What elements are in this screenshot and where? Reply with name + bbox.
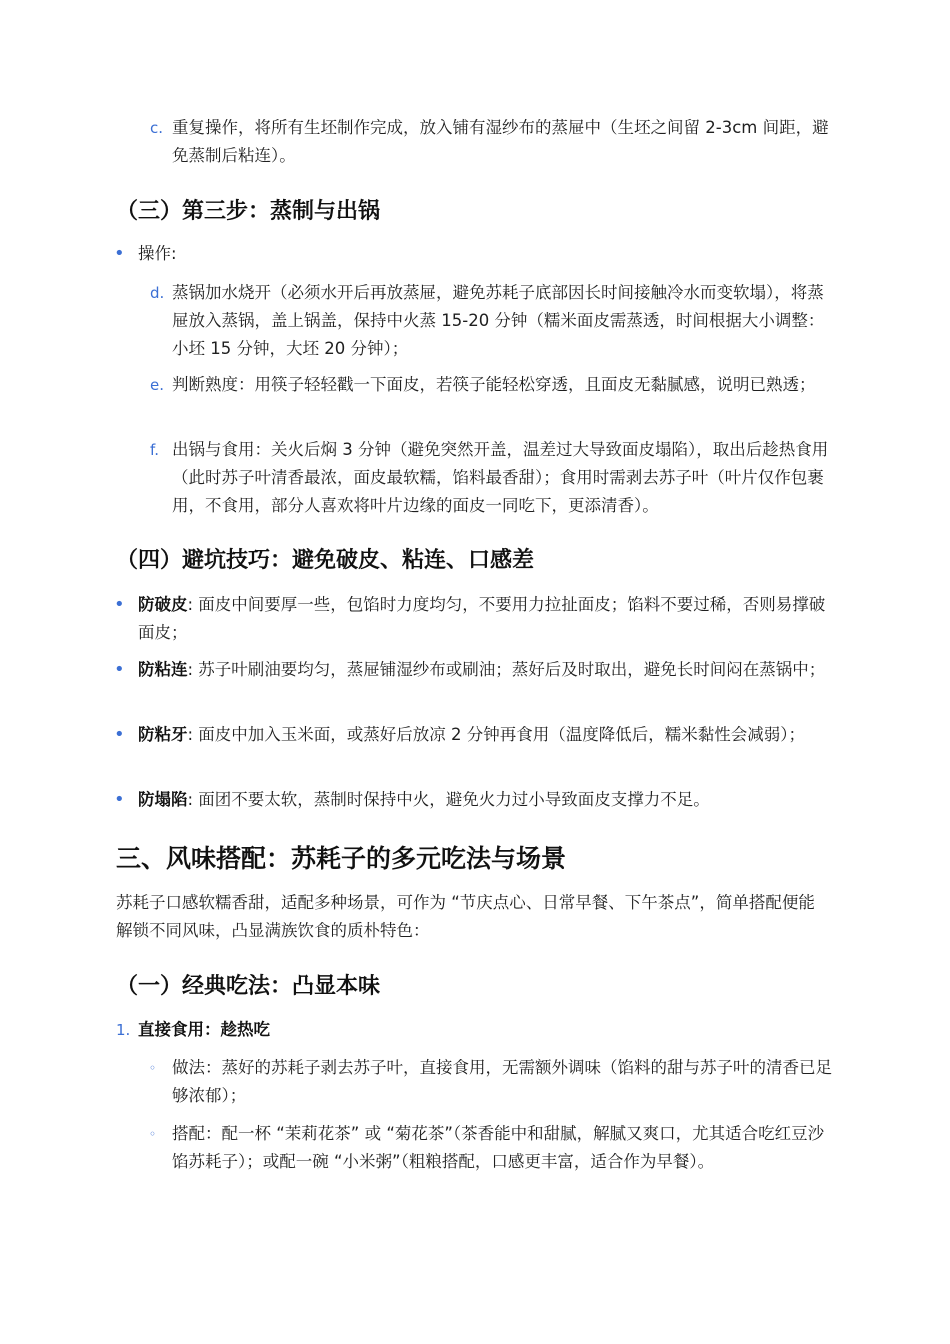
step3-item-f-text: 出锅与食用：关火后焖 3 分钟（避免突然开盖，温差过大导致面皮塌陷），取出后趁热食用（此时苏子叶清香最浓，面皮最软糯，馅料最香甜）；食用时需剥去苏子叶（叶片仅作包裹用，不食用，部分人喜欢将叶片边缘的面皮一同吃下，更添清香）。 bbox=[172, 440, 829, 515]
step4-item-2-text: : 苏子叶刷油要均匀，蒸屉铺湿纱布或刷油；蒸好后及时取出，避免长时间闷在蒸锅中； bbox=[187, 660, 826, 679]
sub1-item1-label-text: 直接食用：趁热吃 bbox=[138, 1020, 270, 1039]
bullet-dot: • bbox=[114, 789, 125, 810]
list-marker-f: f. bbox=[150, 441, 159, 459]
step4-item-4-label: 防塌陷 bbox=[138, 790, 188, 809]
step4-item-1 bbox=[138, 591, 830, 647]
bullet-dot: • bbox=[114, 724, 125, 745]
step4-heading: （四）避坑技巧：避免破皮、粘连、口感差 bbox=[116, 548, 535, 573]
step4-item-2-label: 防粘连 bbox=[138, 660, 188, 679]
list-marker-e: e. bbox=[150, 376, 164, 394]
step3-item-d-text: 蒸锅加水烧开（必须水开后再放蒸屉，避免苏耗子底部因长时间接触冷水而变软塌），将蒸屉放入蒸锅，盖上锅盖，保持中火蒸 15-20 分钟（糯米面皮需蒸透，时间根据大小调整：小坯 15 分钟，大坯 20 分钟）； bbox=[172, 283, 825, 358]
step4-item-3-label: 防粘牙 bbox=[138, 725, 188, 744]
step2-item-c-text: 重复操作，将所有生坯制作完成，放入铺有湿纱布的蒸屉中（生坯之间留 2-3cm 间距，避免蒸制后粘连）。 bbox=[172, 118, 829, 165]
bullet-dot: • bbox=[114, 243, 125, 264]
bullet-dot: • bbox=[114, 659, 125, 680]
step4-item-4 bbox=[138, 786, 838, 814]
step3-item-e-text: 判断熟度：用筷子轻轻戳一下面皮，若筷子能轻松穿透，且面皮无黏腻感，说明已熟透； bbox=[172, 375, 816, 394]
circle-bullet: ◦ bbox=[149, 1127, 157, 1141]
step4-item-3-text: : 面皮中加入玉米面，或蒸好后放凉 2 分钟再食用（温度降低后，糯米黏性会减弱）； bbox=[187, 725, 806, 744]
section3-heading: 三、风味搭配：苏耗子的多元吃法与场景 bbox=[116, 844, 567, 873]
circle-bullet: ◦ bbox=[149, 1061, 157, 1075]
sub1-detail-1: 做法：蒸好的苏耗子剥去苏子叶，直接食用，无需额外调味（馅料的甜与苏子叶的清香已足够浓郁）； bbox=[172, 1058, 832, 1105]
step4-item-3 bbox=[138, 721, 818, 749]
step4-item-4-text: : 面团不要太软，蒸制时保持中火，避免火力过小导致面皮支撑力不足。 bbox=[187, 790, 710, 809]
list-marker-c: c. bbox=[150, 119, 164, 137]
list-marker-1: 1. bbox=[116, 1021, 131, 1039]
sub1-heading: （一）经典吃法：凸显本味 bbox=[116, 974, 381, 999]
step4-item-2 bbox=[138, 656, 830, 684]
step4-item-1-text: : 面皮中间要厚一些，包馅时力度均匀，不要用力拉扯面皮；馅料不要过稀，否则易撑破面皮； bbox=[138, 595, 826, 642]
sub1-detail-2: 搭配：配一杯 “茉莉花茶” 或 “菊花茶”（茶香能中和甜腻，解腻又爽口，尤其适合吃红豆沙馅苏耗子）；或配一碗 “小米粥”（粗粮搭配，口感更丰富，适合作为早餐）。 bbox=[172, 1124, 825, 1171]
sub1-item1-label bbox=[138, 1016, 270, 1044]
step3-bullet-label: 操作: bbox=[138, 244, 177, 263]
section3-intro: 苏耗子口感软糯香甜，适配多种场景，可作为 “节庆点心、日常早餐、下午茶点”，简单搭配便能解锁不同风味，凸显满族饮食的质朴特色： bbox=[116, 893, 815, 940]
step4-item-1-label: 防破皮 bbox=[138, 595, 188, 614]
bullet-dot: • bbox=[114, 594, 125, 615]
step3-heading: （三）第三步：蒸制与出锅 bbox=[116, 199, 381, 224]
list-marker-d: d. bbox=[150, 284, 165, 302]
